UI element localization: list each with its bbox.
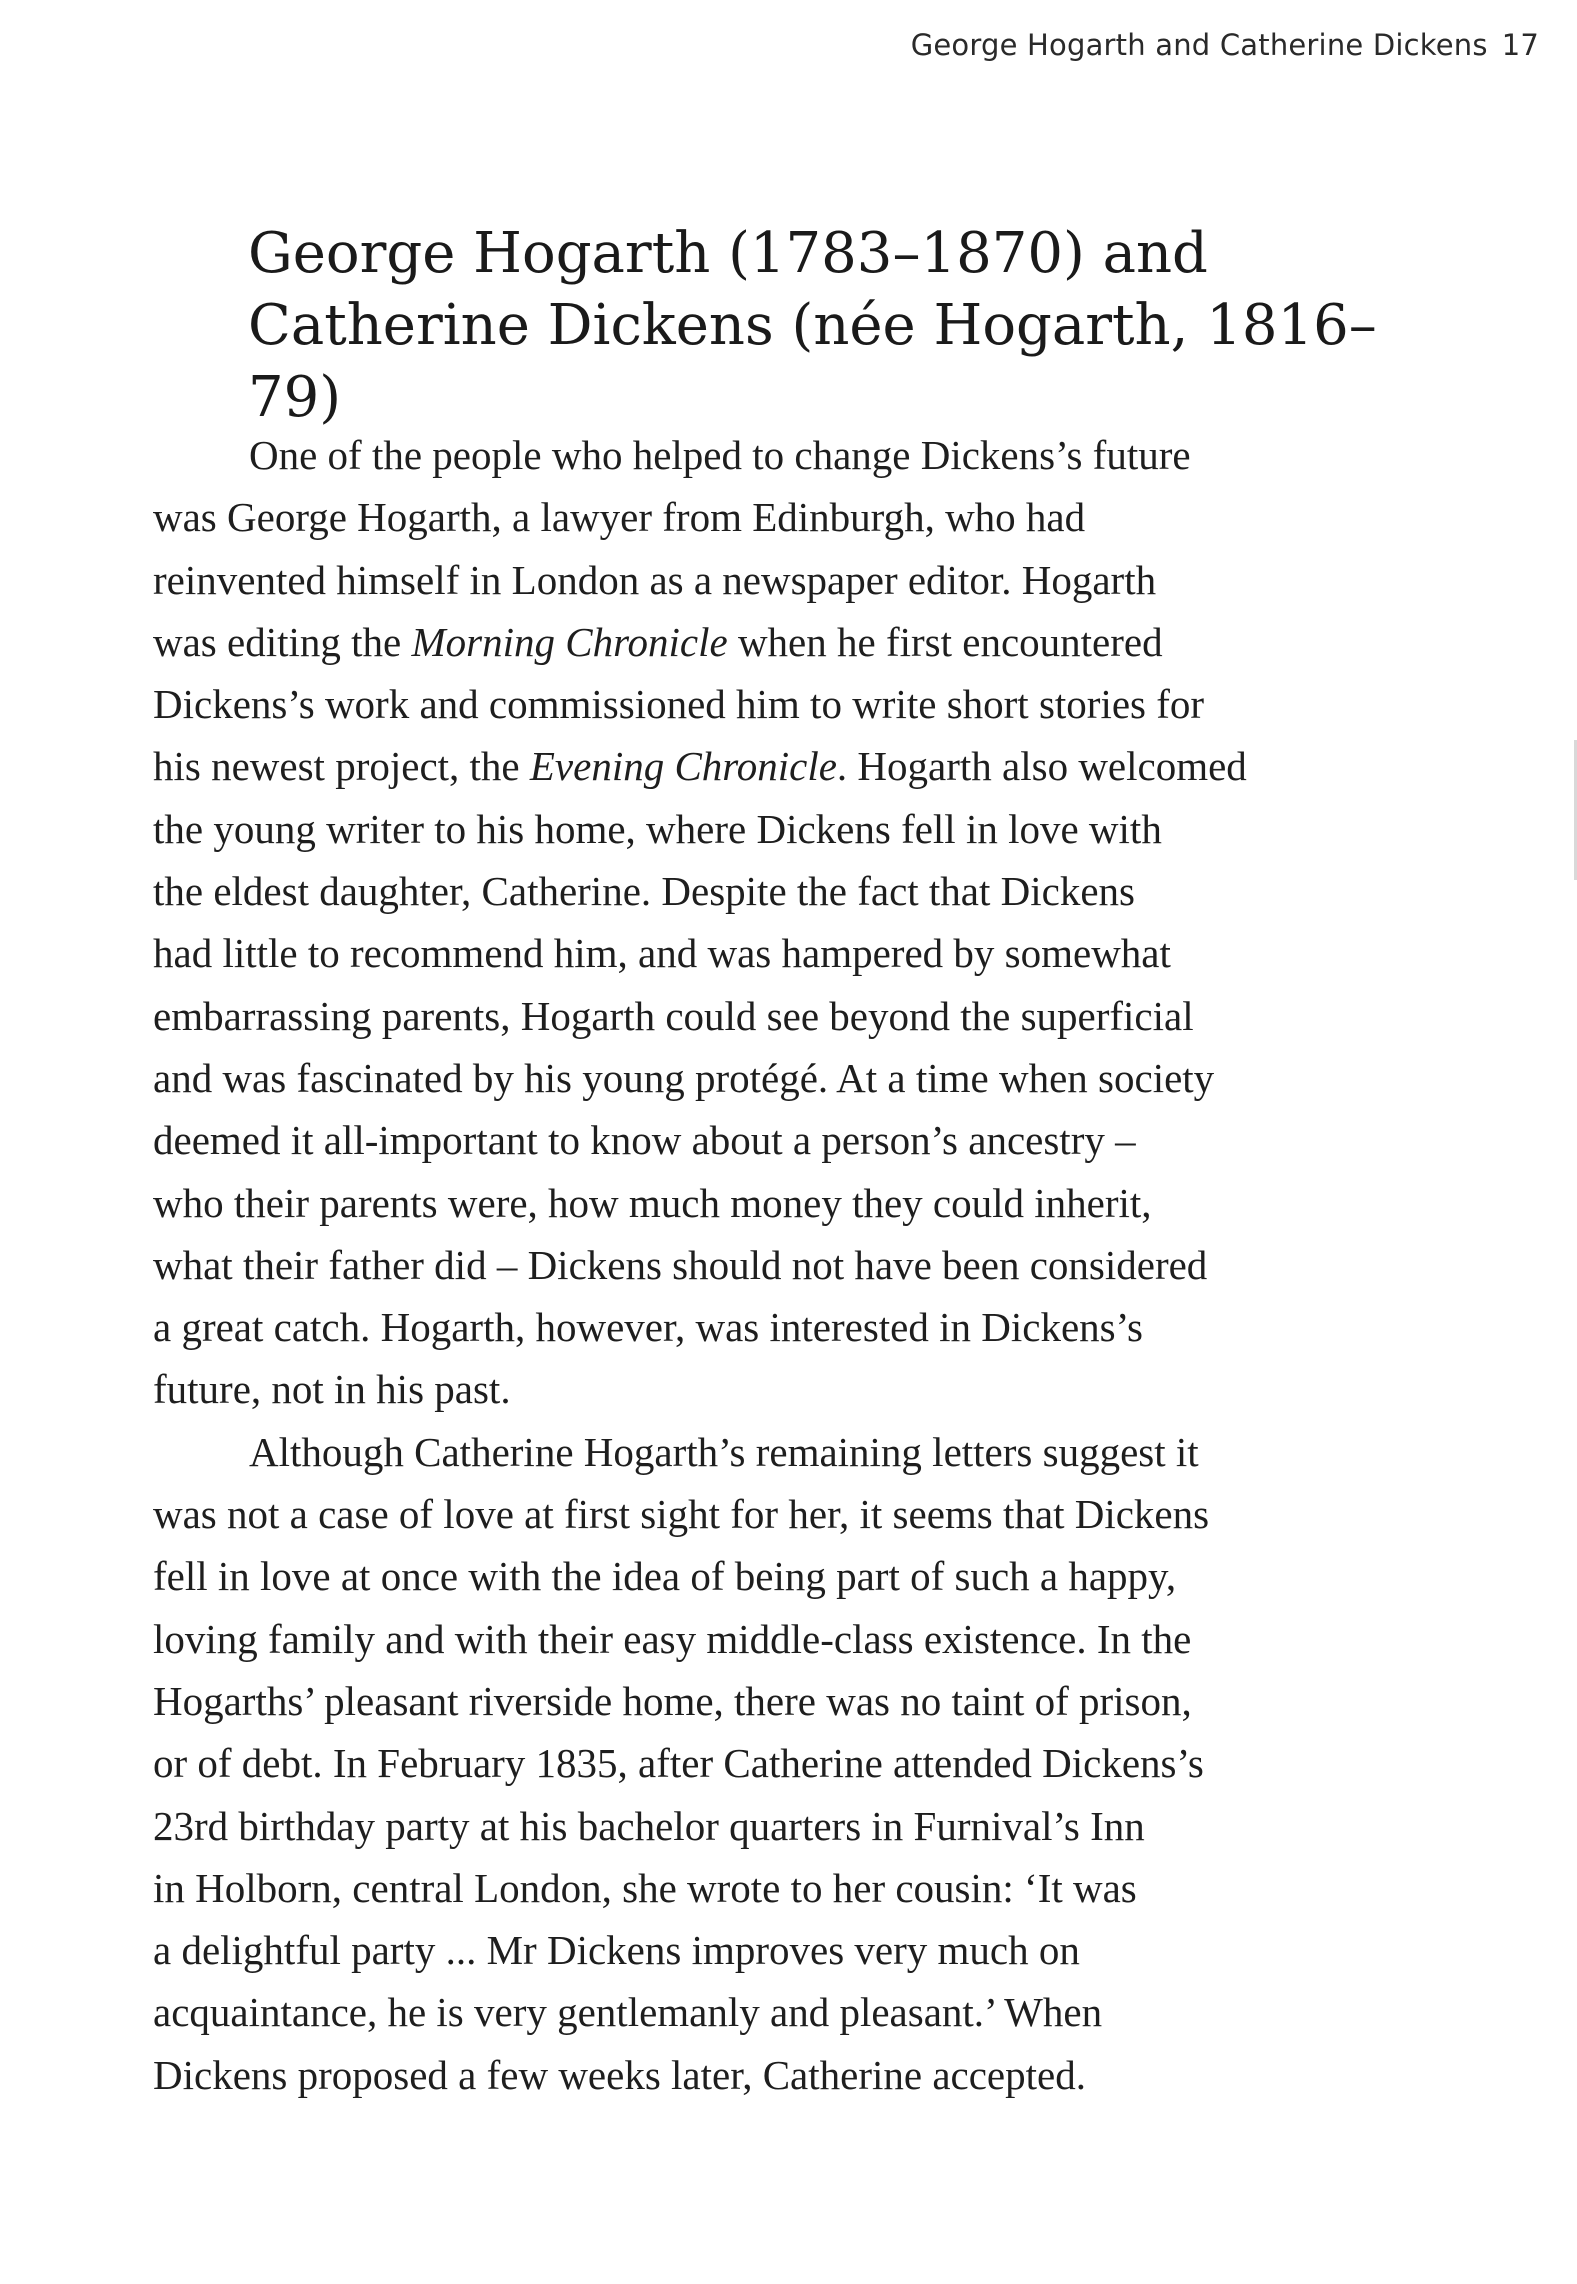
text-line: the young writer to his home, where Dickens fell in love with: [153, 805, 1162, 852]
text-line: [153, 735, 1353, 797]
text-line: fell in love at once with the idea of being part of such a happy,: [153, 1553, 1177, 1600]
chapter-title-line-1: George Hogarth (1783–1870) and: [248, 221, 1208, 286]
text-line: 23rd birthday party at his bachelor quarters in Furnival’s Inn: [153, 1802, 1145, 1849]
text-line: Hogarths’ pleasant riverside home, there was no taint of prison,: [153, 1677, 1192, 1724]
text-line: reinvented himself in London as a newspaper editor. Hogarth: [153, 556, 1157, 603]
text-fragment: his newest project, the: [153, 743, 530, 790]
newspaper-title-morning-chronicle: Morning Chronicle: [411, 618, 728, 665]
text-fragment: . Hogarth also welcomed: [836, 743, 1247, 790]
text-line: in Holborn, central London, she wrote to her cousin: ‘It was: [153, 1864, 1137, 1911]
text-line: deemed it all-important to know about a person’s ancestry –: [153, 1117, 1136, 1164]
text-line: embarrassing parents, Hogarth could see beyond the superficial: [153, 992, 1194, 1039]
text-line: or of debt. In February 1835, after Catherine attended Dickens’s: [153, 1740, 1204, 1787]
running-head-title: George Hogarth and Catherine Dickens: [910, 28, 1488, 62]
text-line: Dickens proposed a few weeks later, Catherine accepted.: [153, 2051, 1086, 2098]
text-line: was George Hogarth, a lawyer from Edinburgh, who had: [153, 494, 1086, 541]
text-line: was not a case of love at first sight for her, it seems that Dickens: [153, 1491, 1210, 1538]
text-fragment: was editing the: [153, 618, 412, 665]
text-line: a delightful party ... Mr Dickens improves very much on: [153, 1927, 1080, 1974]
newspaper-title-evening-chronicle: Evening Chronicle: [529, 743, 837, 790]
body-text: [153, 424, 1353, 2106]
paragraph-1: [153, 424, 1353, 1421]
page-number: 17: [1501, 28, 1539, 62]
chapter-title: [248, 218, 1398, 434]
text-line: the eldest daughter, Catherine. Despite the fact that Dickens: [153, 868, 1135, 915]
chapter-title-line-2: Catherine Dickens (née Hogarth, 1816–79): [248, 293, 1377, 430]
running-head: [911, 28, 1539, 62]
text-line: loving family and with their easy middle-class existence. In the: [153, 1615, 1192, 1662]
text-line: what their father did – Dickens should not have been considered: [153, 1241, 1208, 1288]
text-line: acquaintance, he is very gentlemanly and pleasant.’ When: [153, 1989, 1103, 2036]
text-line: One of the people who helped to change Dickens’s future: [249, 432, 1191, 478]
text-fragment: when he first encountered: [727, 618, 1163, 665]
text-line: who their parents were, how much money they could inherit,: [153, 1179, 1152, 1226]
text-line: Dickens’s work and commissioned him to write short stories for: [153, 681, 1205, 728]
text-line: [153, 611, 1353, 673]
text-line: Although Catherine Hogarth’s remaining letters suggest it: [249, 1428, 1199, 1475]
text-line: a great catch. Hogarth, however, was interested in Dickens’s: [153, 1304, 1143, 1351]
text-line: had little to recommend him, and was hampered by somewhat: [153, 930, 1171, 977]
text-line: and was fascinated by his young protégé. At a time when society: [153, 1054, 1215, 1101]
text-line: future, not in his past.: [153, 1366, 511, 1413]
paragraph-2: [153, 1421, 1353, 2106]
